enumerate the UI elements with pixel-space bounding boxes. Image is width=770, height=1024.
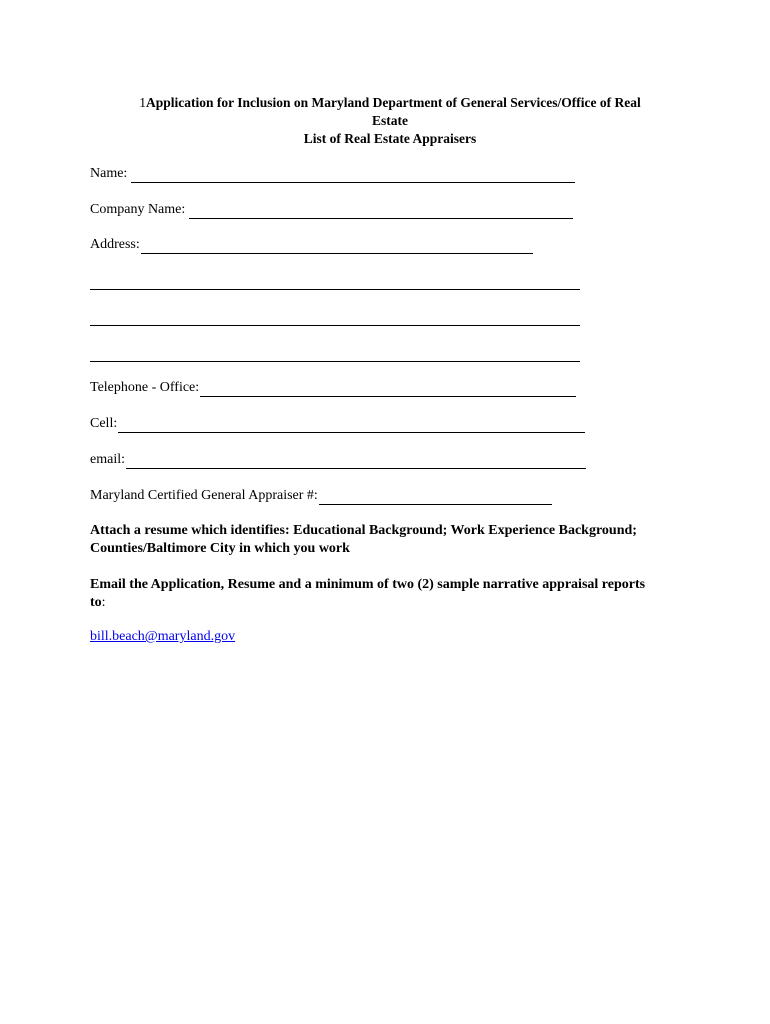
address-label: Address: xyxy=(90,237,140,252)
address-blank-line-3[interactable] xyxy=(90,311,580,326)
attach-resume-line-1: Attach a resume which identifies: Educational Background; Work Experience Background; xyxy=(90,523,637,538)
cell-row xyxy=(90,415,585,433)
company-row xyxy=(90,201,573,219)
address-line-2-row xyxy=(90,272,580,290)
email-row xyxy=(90,451,586,469)
appraiser-number-label: Maryland Certified General Appraiser #: xyxy=(90,488,318,503)
contact-email-link[interactable]: bill.beach@maryland.gov xyxy=(90,629,236,644)
address-blank-line-4[interactable] xyxy=(90,347,580,362)
email-instruction xyxy=(90,576,700,612)
form-title-line-1 xyxy=(90,94,690,112)
footnote-number: 1 xyxy=(139,95,147,110)
address-line-3-row xyxy=(90,308,580,326)
telephone-office-label: Telephone - Office: xyxy=(90,380,200,395)
name-blank-line[interactable] xyxy=(131,168,575,183)
attach-resume-instruction xyxy=(90,522,700,558)
attach-resume-line-2: Counties/Baltimore City in which you work xyxy=(90,541,350,556)
email-instruction-colon: : xyxy=(101,595,106,610)
email-instruction-to: to xyxy=(90,595,102,610)
form-title-text: Application for Inclusion on Maryland Department of General Services/Office of Real xyxy=(146,95,641,110)
email-instruction-line-1: Email the Application, Resume and a minimum of two (2) sample narrative appraisal reports xyxy=(90,577,646,592)
appraiser-number-row xyxy=(90,487,552,505)
cell-blank-line[interactable] xyxy=(118,418,585,433)
address-line-4-row xyxy=(90,344,580,362)
address-blank-line[interactable] xyxy=(141,239,533,254)
email-instruction-line-2 xyxy=(90,594,700,612)
appraiser-number-blank-line[interactable] xyxy=(319,490,552,505)
address-blank-line-2[interactable] xyxy=(90,275,580,290)
telephone-office-blank-line[interactable] xyxy=(200,382,576,397)
address-row xyxy=(90,236,533,254)
name-label: Name: xyxy=(90,166,128,181)
email-label: email: xyxy=(90,452,125,467)
email-blank-line[interactable] xyxy=(126,454,586,469)
form-subtitle: List of Real Estate Appraisers xyxy=(303,131,477,146)
form-title-line-2: Estate xyxy=(372,113,408,128)
company-name-blank-line[interactable] xyxy=(189,204,573,219)
company-name-label: Company Name: xyxy=(90,202,186,217)
name-row xyxy=(90,165,575,183)
telephone-row xyxy=(90,379,576,397)
cell-label: Cell: xyxy=(90,416,118,431)
